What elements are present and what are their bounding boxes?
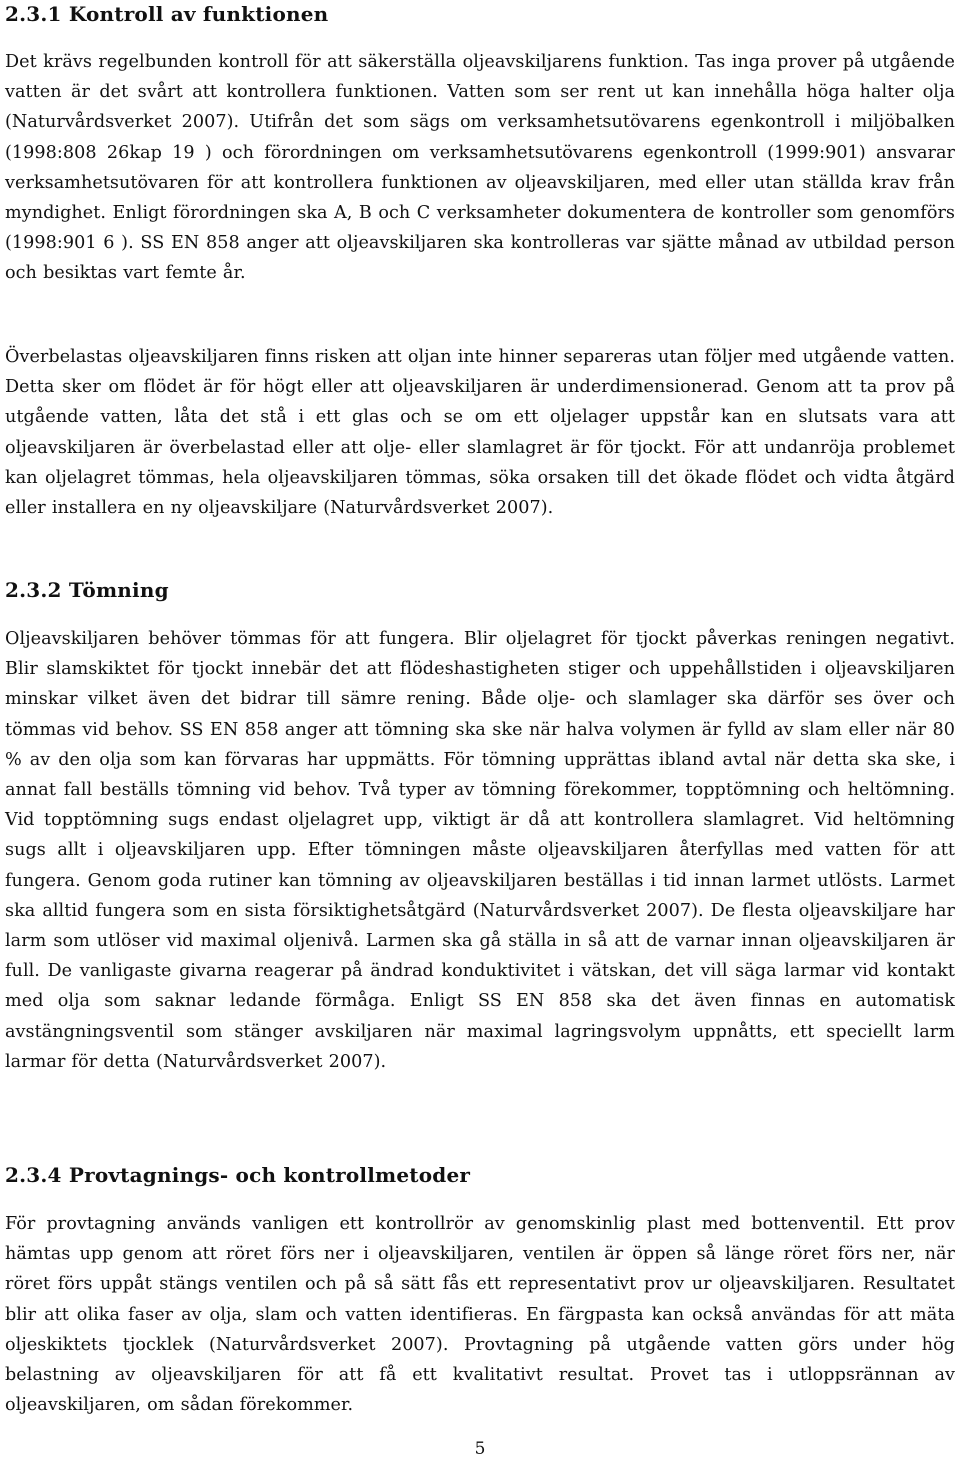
section-heading-provtagning: 2.3.4 Provtagnings- och kontrollmetoder	[5, 1163, 471, 1187]
section-heading-kontroll: 2.3.1 Kontroll av funktionen	[5, 2, 329, 26]
page-number: 5	[474, 1439, 486, 1459]
paragraph-kontroll-2: Överbelastas oljeavskiljaren finns risken att oljan inte hinner separeras utan följer med utgående vatten. Detta sker om flödet är för högt eller att oljeavskiljaren är underdimensionerad. Genom att ta prov på utgående vatten, låta det stå i ett glas och se om ett oljelager uppstår kan en slutsats vara att oljeavskiljaren är överbelastad eller att olje- eller slamlagret är för tjockt. För att undanröja problemet kan oljelagret tömmas, hela oljeavskiljaren tömmas, söka orsaken till det ökade flödet och vidta åtgärd eller installera en ny oljeavskiljare (Naturvårdsverket 2007).	[5, 347, 955, 519]
paragraph-tomning-1: Oljeavskiljaren behöver tömmas för att fungera. Blir oljelagret för tjockt påverkas reningen negativt. Blir slamskiktet för tjockt innebär det att flödeshastigheten stiger och uppehållstiden i oljeavskiljaren minskar vilket även det bidrar till sämre rening. Både olje- och slamlager ska därför ses över och tömmas vid behov. SS EN 858 anger att tömning ska ske när halva volymen är fylld av slam eller när 80 % av den olja som kan förvaras har uppmätts. För tömning upprättas ibland avtal när detta ska ske, i annat fall beställs tömning vid behov. Två typer av tömning förekommer, topptömning och heltömning. Vid topptömning sugs endast oljelagret upp, viktigt är då att kontrollera slamlagret. Vid heltömning sugs allt i oljeavskiljaren upp. Efter tömningen måste oljeavskiljaren återfyllas med vatten för att fungera. Genom goda rutiner kan tömning av oljeavskiljaren beställas i tid innan larmet utlösts. Larmet ska alltid fungera som en sista försiktighetsåtgärd (Naturvårdsverket 2007). De flesta oljeavskiljare har larm som utlöser vid maximal oljenivå. Larmen ska gå ställa in så att de varnar innan oljeavskiljaren är full. De vanligaste givarna reagerar på ändrad konduktivitet i vätskan, det vill säga larmar vid kontakt med olja som saknar ledande förmåga. Enligt SS EN 858 ska det även finnas en automatisk avstängningsventil som stänger avskiljaren när maximal lagringsvolym uppnåtts, ett speciellt larm larmar för detta (Naturvårdsverket 2007).	[5, 629, 955, 1072]
paragraph-provtagning-1: För provtagning används vanligen ett kontrollrör av genomskinlig plast med bottenventil. Ett prov hämtas upp genom att röret förs ner i oljeavskiljaren, ventilen är öppen så länge röret förs ner, när röret förs uppåt stängs ventilen och på så sätt fås ett representativt prov ur oljeavskiljaren. Resultatet blir att olika faser av olja, slam och vatten identifieras. En färgpasta kan också användas för att mäta oljeskiktets tjocklek (Naturvårdsverket 2007). Provtagning på utgående vatten görs under hög belastning av oljeavskiljaren för att få ett kvalitativt resultat. Provet tas i utloppsrännan av oljeavskiljaren, om sådan förekommer.	[5, 1214, 955, 1416]
paragraph-kontroll-1: Det krävs regelbunden kontroll för att säkerställa oljeavskiljarens funktion. Tas inga prover på utgående vatten är det svårt att kontrollera funktionen. Vatten som ser rent ut kan innehålla höga halter olja (Naturvårdsverket 2007). Utifrån det som sägs om verksamhetsutövarens egenkontroll i miljöbalken (1998:808 26kap 19 ) och förordningen om verksamhetsutövarens egenkontroll (1999:901) ansvarar verksamhetsutövaren för att kontrollera funktionen av oljeavskiljaren, med eller utan ställda krav från myndighet. Enligt förordningen ska A, B och C verksamheter dokumentera de kontroller som genomförs (1998:901 6 ). SS EN 858 anger att oljeavskiljaren ska kontrolleras var sjätte månad av utbildad person och besiktas vart femte år.	[5, 52, 955, 284]
section-heading-tomning: 2.3.2 Tömning	[5, 578, 169, 602]
